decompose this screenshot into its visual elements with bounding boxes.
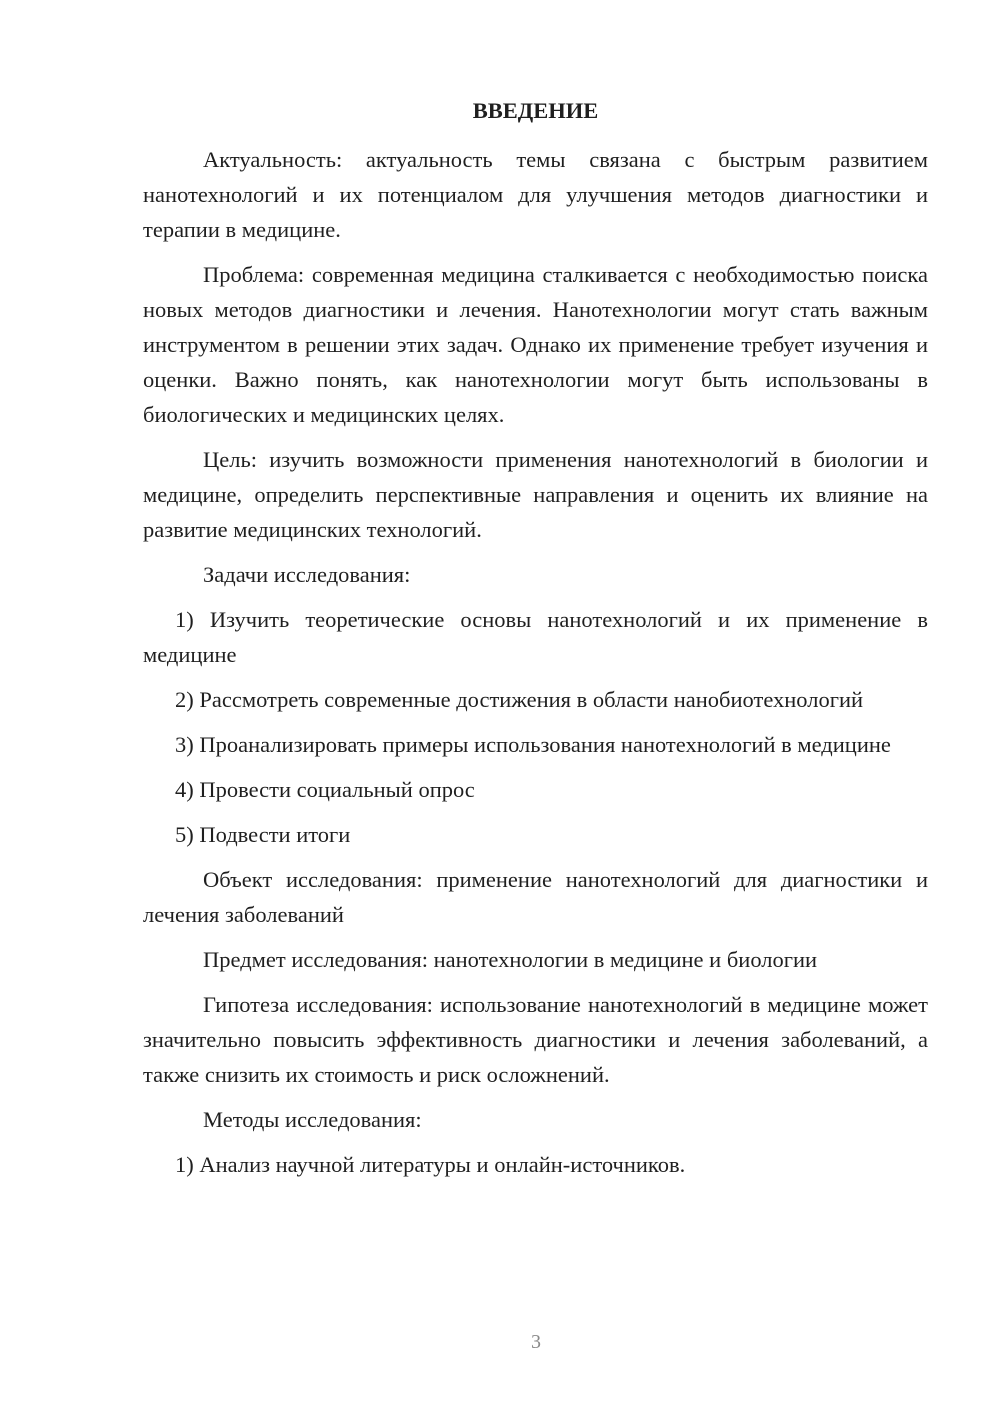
section-heading: ВВЕДЕНИЕ [472,98,599,123]
method-item-1: 1) Анализ научной литературы и онлайн-источников. [175,1152,686,1177]
hypothesis-paragraph: Гипотеза исследования: использование нанотехнологий в медицине может значительно повысить эффективность диагностики и лечения заболеваний, а также снизить их стоимость и риск осложнений. [143,992,928,1087]
tasks-title: Задачи исследования: [203,562,411,587]
document-body [143,96,928,1192]
goal-paragraph: Цель: изучить возможности применения нанотехнологий в биологии и медицине, определить перспективные направления и оценить их влияние на развитие медицинских технологий. [143,447,928,542]
problem-paragraph: Проблема: современная медицина сталкивается с необходимостью поиска новых методов диагностики и лечения. Нанотехнологии могут стать важным инструментом в решении этих задач. Однако их применение требует изучения и оценки. Важно понять, как нанотехнологии могут быть использованы в биологических и медицинских целях. [143,262,928,427]
task-item-5: 5) Подвести итоги [175,822,351,847]
task-item-3: 3) Проанализировать примеры использования нанотехнологий в медицине [175,732,891,757]
relevance-paragraph: Актуальность: актуальность темы связана с быстрым развитием нанотехнологий и их потенциалом для улучшения методов диагностики и терапии в медицине. [143,147,928,242]
task-item-2: 2) Рассмотреть современные достижения в области нанобиотехнологий [175,687,864,712]
methods-title: Методы исследования: [203,1107,422,1132]
object-paragraph: Объект исследования: применение нанотехнологий для диагностики и лечения заболеваний [143,867,928,927]
subject-paragraph: Предмет исследования: нанотехнологии в медицине и биологии [203,947,818,972]
page-number: 3 [531,1331,541,1353]
task-item-4: 4) Провести социальный опрос [175,777,475,802]
task-item-1: 1) Изучить теоретические основы нанотехнологий и их применение в медицине [143,607,928,667]
